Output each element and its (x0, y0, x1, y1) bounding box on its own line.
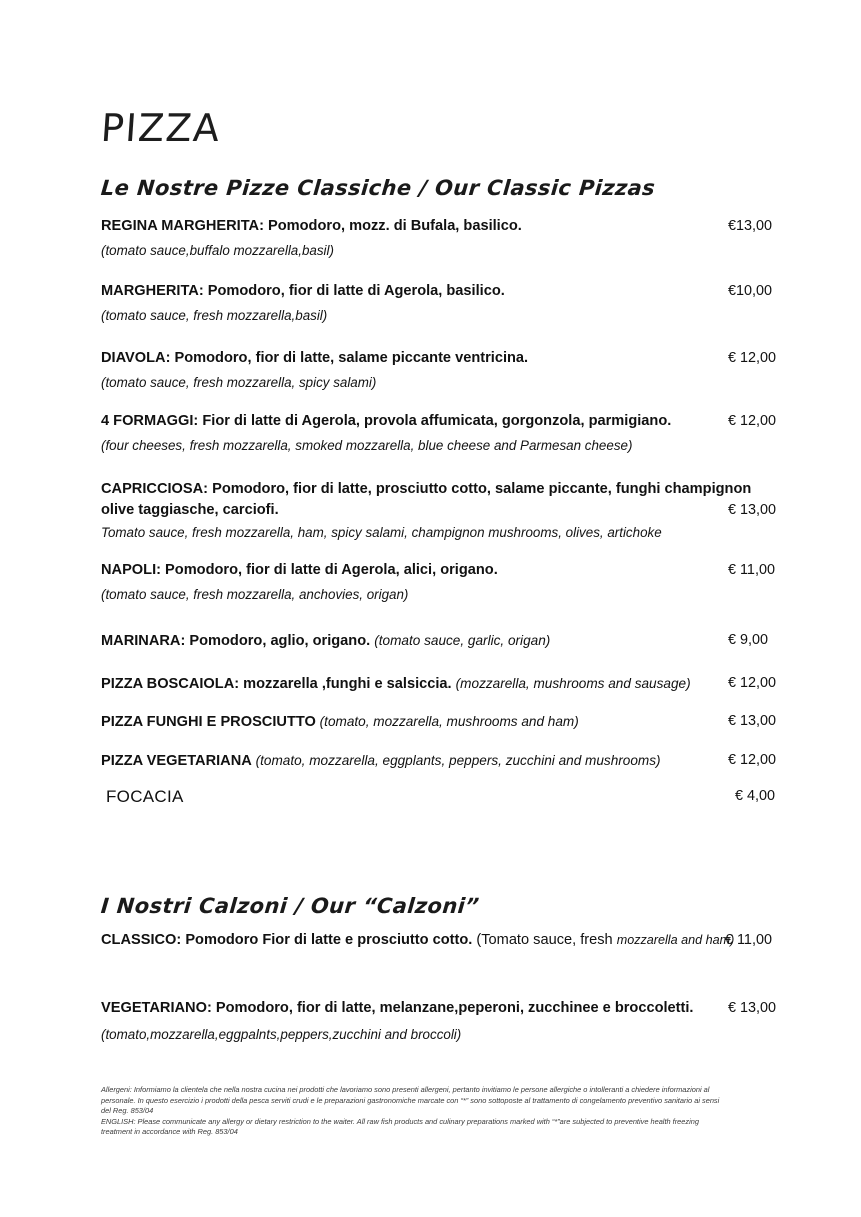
menu-item-price: € 12,00 (728, 752, 777, 768)
menu-item-description: Pomodoro, fior di latte, melanzane,peperoni, zucchinee e broccoletti. (211, 1000, 694, 1016)
menu-item-calzone-classico (101, 930, 801, 951)
menu-item-margherita (101, 281, 801, 326)
menu-item-description: Pomodoro Fior di latte e prosciutto cotto. (181, 932, 477, 948)
menu-item-title-line (101, 998, 801, 1019)
menu-item-title-line (101, 930, 801, 951)
menu-item-translation: (four cheeses, fresh mozzarella, smoked mozzarella, blue cheese and Parmesan cheese) (101, 438, 633, 453)
menu-item-name: MARGHERITA: (101, 283, 204, 299)
menu-item-price: € 12,00 (728, 675, 777, 691)
menu-item-description: Pomodoro, fior di latte di Agerola, alici, origano. (161, 562, 498, 578)
menu-item-title-line (101, 281, 801, 302)
allergen-line-2: personale. In questo esercizio i prodotti della pesca serviti crudi e le preparazioni gastronomiche marcate con “*” sono sottoposte al trattamento di congelamento preventivo sanitario ai sensi (101, 1095, 720, 1105)
menu-item-price: € 12,00 (728, 350, 777, 366)
menu-item-description: Pomodoro, aglio, origano. (185, 633, 375, 649)
menu-item-name: 4 FORMAGGI: (101, 413, 199, 429)
menu-item-name: VEGETARIANO: (101, 1000, 212, 1016)
menu-item-translation: (tomato,mozzarella,eggpalnts,peppers,zucchini and broccoli) (101, 1027, 462, 1042)
menu-item-pizza-funghi-e-prosciutto (101, 711, 801, 733)
menu-item-translation-inline: (mozzarella, mushrooms and sausage) (455, 676, 691, 691)
menu-item-price: € 11,00 (725, 932, 772, 948)
menu-item-focacia (101, 786, 801, 809)
section-heading-classic-pizzas: Le Nostre Pizze Classiche / Our Classic Pizzas (99, 176, 657, 200)
menu-item-name: REGINA MARGHERITA: (101, 218, 264, 234)
menu-item-price: € 12,00 (728, 413, 777, 429)
menu-item-4-formaggi (101, 411, 801, 456)
menu-item-napoli (101, 560, 801, 605)
menu-item-regina-margherita (101, 216, 801, 261)
menu-item-price: € 9,00 (728, 632, 769, 648)
menu-item-translation: (tomato sauce, fresh mozzarella, spicy salami) (101, 375, 377, 390)
menu-item-title-line (101, 711, 801, 733)
menu-item-price: € 13,00 (728, 713, 777, 729)
menu-item-price: €13,00 (728, 218, 773, 234)
menu-item-title-line-2 (101, 500, 801, 521)
menu-item-title-line (101, 411, 801, 432)
menu-item-price: €10,00 (728, 283, 773, 299)
menu-item-description: Pomodoro, mozz. di Bufala, basilico. (263, 218, 522, 234)
menu-item-name: NAPOLI: (101, 562, 161, 578)
menu-item-name: PIZZA VEGETARIANA (101, 753, 252, 769)
menu-item-description: Pomodoro, fior di latte di Agerola, basilico. (203, 283, 505, 299)
menu-item-price: € 13,00 (728, 1000, 777, 1016)
menu-item-translation-inline: mozzarella and ham) (616, 933, 735, 947)
menu-item-price: € 11,00 (728, 562, 775, 578)
section-heading-calzoni: I Nostri Calzoni / Our “Calzoni” (99, 894, 481, 918)
menu-item-title-line (101, 479, 801, 500)
page-title: PIZZA (99, 106, 223, 150)
menu-item-translation-inline: (tomato, mozzarella, eggplants, peppers, zucchini and mushrooms) (251, 753, 661, 768)
menu-item-name: CLASSICO: (101, 932, 182, 948)
menu-item-pizza-vegetariana (101, 750, 801, 772)
menu-item-pizza-boscaiola (101, 673, 801, 695)
menu-item-price: € 13,00 (728, 502, 777, 518)
menu-item-title-line (101, 786, 801, 809)
allergen-disclaimer (101, 1085, 777, 1138)
menu-item-description: Fior di latte di Agerola, provola affumicata, gorgonzola, parmigiano. (198, 413, 672, 429)
menu-item-title-line (101, 630, 801, 652)
menu-item-title-line (101, 216, 801, 237)
menu-item-translation: (tomato sauce, fresh mozzarella, anchovies, origan) (101, 587, 409, 602)
menu-item-name: PIZZA FUNGHI E PROSCIUTTO (101, 714, 316, 730)
menu-item-description-continued: olive taggiasche, carciofi. (101, 502, 279, 518)
menu-item-translation-inline: (tomato, mozzarella, mushrooms and ham) (315, 714, 579, 729)
menu-item-title-line (101, 348, 801, 369)
menu-item-price: € 4,00 (735, 788, 776, 804)
menu-item-description: Pomodoro, fior di latte, prosciutto cotto, salame piccante, funghi champignon (208, 481, 752, 497)
allergen-line-5: treatment in accordance with Reg. 853/04 (101, 1127, 238, 1137)
menu-item-title-line (101, 560, 801, 581)
menu-item-name: PIZZA BOSCAIOLA: (101, 676, 240, 692)
menu-item-diavola (101, 348, 801, 393)
allergen-line-4: ENGLISH: Please communicate any allergy or dietary restriction to the waiter. All raw fish products and culinary preparations marked with “*”are subjected to preventive health freezing (101, 1116, 699, 1126)
menu-item-title-line (101, 750, 801, 772)
menu-item-name: FOCACIA (106, 787, 184, 806)
menu-item-name: DIAVOLA: (101, 350, 171, 366)
menu-item-translation: Tomato sauce, fresh mozzarella, ham, spicy salami, champignon mushrooms, olives, artichoke (101, 525, 662, 540)
menu-item-translation-roman: (Tomato sauce, fresh (476, 932, 617, 948)
menu-item-translation: (tomato sauce,buffalo mozzarella,basil) (101, 243, 334, 258)
menu-item-translation: (tomato sauce, fresh mozzarella,basil) (101, 308, 328, 323)
menu-item-translation-inline: (tomato sauce, garlic, origan) (374, 633, 551, 648)
menu-item-calzone-vegetariano (101, 998, 801, 1045)
allergen-line-1: Allergeni: Informiamo la clientela che nella nostra cucina nei prodotti che lavoriamo sono presenti allergeni, pertanto invitiamo le persone allergiche o intolleranti a chiedere informazioni al (101, 1085, 710, 1094)
menu-item-marinara (101, 630, 801, 652)
allergen-line-3: del Reg. 853/04 (101, 1106, 154, 1116)
menu-item-description: mozzarella ,funghi e salsiccia. (239, 676, 456, 692)
menu-item-capricciosa (101, 479, 801, 543)
menu-item-title-line (101, 673, 801, 695)
menu-item-description: Pomodoro, fior di latte, salame piccante ventricina. (170, 350, 529, 366)
menu-item-name: MARINARA: (101, 633, 186, 649)
menu-item-name: CAPRICCIOSA: (101, 481, 209, 497)
